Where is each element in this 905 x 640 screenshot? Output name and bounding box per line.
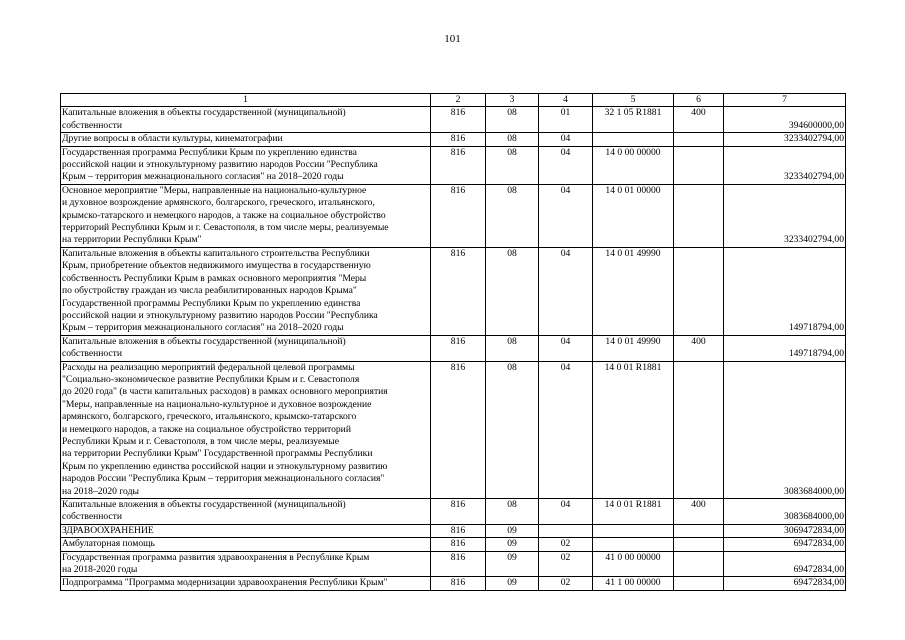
row-name-cell: ЗДРАВООХРАНЕНИЕ [61,524,431,537]
ministry-code-cell: 816 [431,538,486,551]
expense-type-cell [674,184,724,247]
table-row [61,247,846,335]
row-name-cell: Другие вопросы в области культуры, кинематографии [61,133,431,146]
amount-cell: 149718794,00 [724,247,846,335]
section-cell: 09 [486,524,539,537]
table-row [61,499,846,525]
table-row [61,538,846,551]
subsection-cell: 01 [539,107,593,133]
amount-cell: 3233402794,00 [724,146,846,184]
target-article-cell [593,133,674,146]
expense-type-cell [674,551,724,577]
budget-table [60,93,846,591]
page-number: 101 [444,33,461,45]
row-name-cell: Капитальные вложения в объекты государственной (муниципальной) собственности [61,499,431,525]
table-row [61,335,846,361]
header-cell: 6 [674,94,724,107]
section-cell: 08 [486,133,539,146]
ministry-code-cell: 816 [431,361,486,498]
expense-type-cell [674,247,724,335]
header-cell: 7 [724,94,846,107]
table-row [61,184,846,247]
ministry-code-cell: 816 [431,577,486,590]
amount-cell: 3083684000,00 [724,499,846,525]
expense-type-cell: 400 [674,335,724,361]
target-article-cell: 14 0 00 00000 [593,146,674,184]
table-row [61,551,846,577]
target-article-cell: 14 0 01 R1881 [593,361,674,498]
row-name-cell: Амбулаторная помощь [61,538,431,551]
section-cell: 08 [486,361,539,498]
target-article-cell: 41 1 00 00000 [593,577,674,590]
target-article-cell: 32 1 05 R1881 [593,107,674,133]
expense-type-cell: 400 [674,499,724,525]
subsection-cell: 04 [539,146,593,184]
amount-cell: 3233402794,00 [724,133,846,146]
expense-type-cell [674,577,724,590]
row-name-cell: Капитальные вложения в объекты капитального строительства Республики Крым, приобретение объектов недвижимого имущества в государственную собственность Республики Крым в рамках основного мероприятия "Меры по обустройству граждан из числа реабилитированных народов Крыма" Государственной программы Республики Крым по укреплению единства российской нации и этнокультурному развитию народов России "Республика Крым – территория межнационального согласия" на 2018–2020 годы [61,247,431,335]
table-row [61,577,846,590]
target-article-cell: 14 0 01 49990 [593,335,674,361]
ministry-code-cell: 816 [431,499,486,525]
expense-type-cell [674,538,724,551]
row-name-cell: Капитальные вложения в объекты государственной (муниципальной) собственности [61,107,431,133]
subsection-cell: 02 [539,551,593,577]
expense-type-cell [674,133,724,146]
amount-cell: 394600000,00 [724,107,846,133]
subsection-cell: 02 [539,538,593,551]
header-cell: 3 [486,94,539,107]
section-cell: 08 [486,499,539,525]
section-cell: 08 [486,184,539,247]
subsection-cell [539,524,593,537]
target-article-cell: 14 0 01 R1881 [593,499,674,525]
ministry-code-cell: 816 [431,247,486,335]
subsection-cell: 04 [539,361,593,498]
header-row [61,94,846,107]
section-cell: 08 [486,247,539,335]
amount-cell: 69472834,00 [724,577,846,590]
header-cell: 4 [539,94,593,107]
subsection-cell: 04 [539,184,593,247]
row-name-cell: Основное мероприятие "Меры, направленные на национально-культурное и духовное возрождение армянского, болгарского, греческого, итальянского, крымско-татарского и немецкого народов, а также на социальное обустройство территорий Республики Крым и г. Севастополя, в том числе меры, реализуемые на территории Республики Крым" [61,184,431,247]
amount-cell: 3233402794,00 [724,184,846,247]
amount-cell: 3069472834,00 [724,524,846,537]
amount-cell: 69472834,00 [724,551,846,577]
section-cell: 08 [486,335,539,361]
row-name-cell: Подпрограмма "Программа модернизации здравоохранения Республики Крым" [61,577,431,590]
expense-type-cell [674,146,724,184]
table-row [61,524,846,537]
expense-type-cell [674,361,724,498]
table-row [61,361,846,498]
table-row [61,146,846,184]
amount-cell: 149718794,00 [724,335,846,361]
row-name-cell: Капитальные вложения в объекты государственной (муниципальной) собственности [61,335,431,361]
section-cell: 08 [486,107,539,133]
target-article-cell: 41 0 00 00000 [593,551,674,577]
table-row [61,133,846,146]
subsection-cell: 04 [539,335,593,361]
ministry-code-cell: 816 [431,184,486,247]
target-article-cell: 14 0 01 00000 [593,184,674,247]
target-article-cell: 14 0 01 49990 [593,247,674,335]
ministry-code-cell: 816 [431,133,486,146]
ministry-code-cell: 816 [431,335,486,361]
ministry-code-cell: 816 [431,146,486,184]
header-cell: 5 [593,94,674,107]
target-article-cell [593,538,674,551]
ministry-code-cell: 816 [431,524,486,537]
subsection-cell: 04 [539,247,593,335]
amount-cell: 69472834,00 [724,538,846,551]
ministry-code-cell: 816 [431,551,486,577]
expense-type-cell [674,524,724,537]
row-name-cell: Государственная программа Республики Крым по укреплению единства российской нации и этнокультурному развитию народов России "Республика Крым – территория межнационального согласия" на 2018–2020 годы [61,146,431,184]
subsection-cell: 04 [539,499,593,525]
expense-type-cell: 400 [674,107,724,133]
subsection-cell: 02 [539,577,593,590]
target-article-cell [593,524,674,537]
ministry-code-cell: 816 [431,107,486,133]
subsection-cell: 04 [539,133,593,146]
table-row [61,107,846,133]
header-cell: 1 [61,94,431,107]
section-cell: 09 [486,577,539,590]
row-name-cell: Государственная программа развития здравоохранения в Республике Крым на 2018-2020 годы [61,551,431,577]
section-cell: 09 [486,551,539,577]
section-cell: 09 [486,538,539,551]
header-cell: 2 [431,94,486,107]
amount-cell: 3083684000,00 [724,361,846,498]
row-name-cell: Расходы на реализацию мероприятий федеральной целевой программы "Социально-экономическое развитие Республики Крым и г. Севастополя до 2020 года" (в части капитальных расходов) в рамках основного мероприятия "Меры, направленные на национально-культурное и духовное возрождение армянского, болгарского, греческого, итальянского, крымско-татарского и немецкого народов, а также на социальное обустройство территорий Республики Крым и г. Севастополя, в том числе меры, реализуемые на территории Республики Крым" Государственной программы Республики Крым по укреплению единства российской нации и этнокультурному развитию народов России "Республика Крым – территория межнационального согласия" на 2018–2020 годы [61,361,431,498]
section-cell: 08 [486,146,539,184]
